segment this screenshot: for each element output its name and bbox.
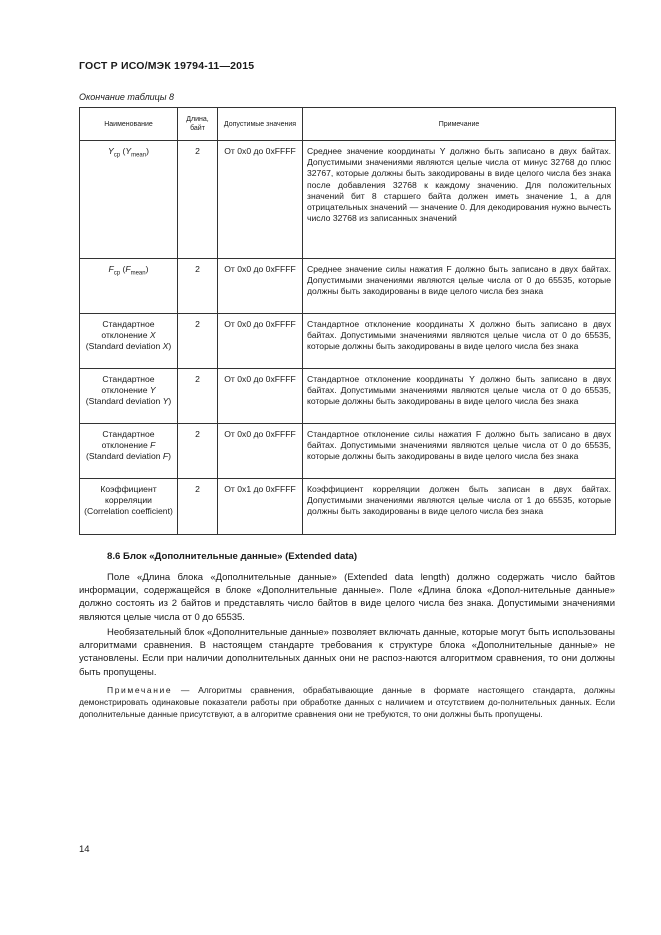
cell-note: Среднее значение силы нажатия F должно быть записано в двух байтах. Допустимыми значениями являются целые числа от 0 до 65535, которые должны быть закодированы в виде целого числа без знака bbox=[303, 259, 616, 314]
cell-name: $Y_{ср}$ $(Y_{mean})$ bbox=[80, 141, 178, 259]
section-title: 8.6 Блок «Дополнительные данные» (Extended data) bbox=[107, 551, 358, 562]
cell-name: Стандартное отклонение F (Standard deviation F) bbox=[80, 424, 178, 479]
note-label: Примечание bbox=[107, 685, 173, 695]
cell-length: 2 bbox=[178, 141, 218, 259]
cell-note: Коэффициент корреляции должен быть записан в двух байтах. Допустимыми значениями являются целые числа от 1 до 65535, которые должны быть закодированы в виде целого числа без знака bbox=[303, 479, 616, 535]
note-paragraph bbox=[79, 684, 615, 720]
cell-values: От 0x0 до 0xFFFF bbox=[218, 259, 303, 314]
cell-values: От 0x0 до 0xFFFF bbox=[218, 369, 303, 424]
table-row bbox=[80, 479, 616, 535]
data-table bbox=[79, 107, 616, 535]
cell-values: От 0x1 до 0xFFFF bbox=[218, 479, 303, 535]
cell-values: От 0x0 до 0xFFFF bbox=[218, 141, 303, 259]
cell-name: Стандартное отклонение Y (Standard deviation Y) bbox=[80, 369, 178, 424]
cell-name: Коэффициент корреляции (Correlation coefficient) bbox=[80, 479, 178, 535]
note-text: — Алгоритмы сравнения, обрабатывающие данные в формате настоящего стандарта, должны демонстрировать одинаковые показатели работы при обработке данных с наличием и отсутствием до-полнительных данных. Если дополнительные данные присутствуют, а в алгоритме сравнения они не требуются, то они должны быть пропущены. bbox=[79, 685, 615, 719]
section-paragraph: Поле «Длина блока «Дополнительные данные» (Extended data length) должно содержать число байтов информации, содержащейся в блоке «Дополнительные данные». Поле «Длина блока «Допол-нительные данные» должно состоять из 2 байтов и представлять число байтов в виде целого числа без знака. Допустимыми значениями являются целые числа от 0 до 65535. bbox=[79, 572, 615, 623]
cell-length: 2 bbox=[178, 424, 218, 479]
table-row bbox=[80, 369, 616, 424]
page-number: 14 bbox=[79, 844, 90, 855]
cell-note: Среднее значение координаты Y должно быть записано в двух байтах. Допустимыми значениями являются целые числа от минус 32768 до плюс 32767, которые должны быть закодированы в виде целого числа без знака после добавления 32768 к каждому значению. Для положительных значений бит 8 старшего байта должен иметь значение 1, а для отрицательных значений — значение 0. Для декодирования нужно вычесть число 32768 из записанных значений bbox=[303, 141, 616, 259]
cell-note: Стандартное отклонение координаты Y должно быть записано в двух байтах. Допустимыми значениями являются целые числа от 0 до 65535, которые должны быть закодированы в виде целого числа без знака bbox=[303, 369, 616, 424]
cell-length: 2 bbox=[178, 369, 218, 424]
column-header-length: Длина, байт bbox=[178, 108, 218, 141]
column-header-name: Наименование bbox=[80, 108, 178, 141]
cell-name: $F_{ср}$ $(F_{mean})$ bbox=[80, 259, 178, 314]
table-row bbox=[80, 314, 616, 369]
table-caption: Окончание таблицы 8 bbox=[79, 92, 174, 102]
table-header-row bbox=[80, 108, 616, 141]
cell-length: 2 bbox=[178, 259, 218, 314]
cell-values: От 0x0 до 0xFFFF bbox=[218, 424, 303, 479]
standard-header: ГОСТ Р ИСО/МЭК 19794-11—2015 bbox=[79, 60, 255, 72]
column-header-note: Примечание bbox=[303, 108, 616, 141]
cell-values: От 0x0 до 0xFFFF bbox=[218, 314, 303, 369]
column-header-values: Допустимые значения bbox=[218, 108, 303, 141]
table-row bbox=[80, 141, 616, 259]
table-row bbox=[80, 424, 616, 479]
cell-note: Стандартное отклонение силы нажатия F должно быть записано в двух байтах. Допустимыми значениями являются целые числа от 0 до 65535, которые должны быть закодированы в виде целого числа без знака bbox=[303, 424, 616, 479]
cell-note: Стандартное отклонение координаты X должно быть записано в двух байтах. Допустимыми значениями являются целые числа от 0 до 65535, которые должны быть закодированы в виде целого числа без знака bbox=[303, 314, 616, 369]
cell-name: Стандартное отклонение X (Standard deviation X) bbox=[80, 314, 178, 369]
cell-length: 2 bbox=[178, 479, 218, 535]
table-row bbox=[80, 259, 616, 314]
cell-length: 2 bbox=[178, 314, 218, 369]
section-paragraph: Необязательный блок «Дополнительные данные» позволяет включать данные, которые могут быть использованы алгоритмами сравнения. В настоящем стандарте требования к структуре блока «Дополнительные данные» не установлены. Если при наличии дополнительных данных они не распоз-наются алгоритмом сравнения, то они должны быть пропущены. bbox=[79, 627, 615, 678]
